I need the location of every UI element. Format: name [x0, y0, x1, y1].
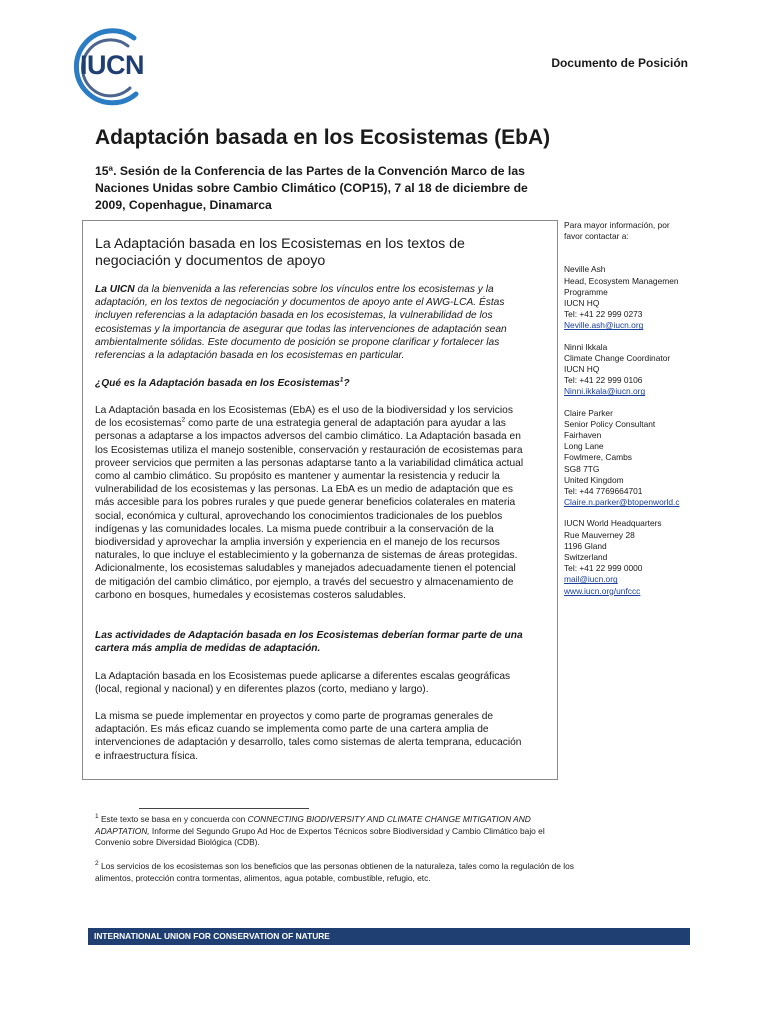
website-link[interactable]: www.iucn.org/unfccc	[564, 585, 641, 596]
footnote-ref-1[interactable]: 1	[339, 376, 344, 384]
implementation-paragraph: La misma se puede implementar en proyectos y como parte de programas generales de adaptación. Es más eficaz cuando se implementa como parte de una cartera amplia de intervenciones de adaptación y desarrollo, tales como sistemas de alerta temprana, educación e infraestructura física.	[95, 711, 522, 762]
definition-text-a: La Adaptación basada en los Ecosistemas (EbA) es el uso de la biodiversidad y los servicios de los ecosistemas	[95, 405, 513, 430]
contact-neville-ash: Neville Ash Head, Ecosystem Managemen Programme IUCN HQ Tel: +41 22 999 0273 Neville.ash@iucn.org	[564, 264, 768, 331]
email-link-neville[interactable]: Neville.ash@iucn.org	[564, 320, 644, 331]
page-title: Adaptación basada en los Ecosistemas (EbA)	[95, 126, 551, 149]
email-link-ninni[interactable]: Ninni.ikkala@iucn.org	[564, 386, 646, 397]
footnote-2: $^2$ Los servicios de los ecosistemas son los beneficios que las personas obtienen de la naturaleza, tales como la regulación de los alimentos, protección contra tormentas, alimentos, agua potable, combustible, refugio, etc.	[95, 860, 574, 883]
footnote-divider	[139, 808, 309, 809]
question-text: ¿Qué es la Adaptación basada en los Ecosistemas	[95, 378, 340, 389]
page-subtitle: 15ª. Sesión de la Conferencia de las Partes de la Convención Marco de las Naciones Unidas sobre Cambio Climático (COP15), 7 al 18 de diciembre de 2009, Copenhague, Dinamarca	[95, 164, 528, 212]
section-question-heading	[95, 377, 527, 390]
email-link-hq[interactable]: mail@iucn.org	[564, 574, 618, 585]
intro-bold-lead: La UICN	[95, 284, 135, 295]
iucn-logo-text: IUCN	[80, 50, 144, 80]
scales-paragraph: La Adaptación basada en los Ecosistemas puede aplicarse a diferentes escalas geográficas (local, regional y nacional) y en diferentes plazos (corto, mediano y largo).	[95, 671, 511, 696]
key-statement: Las actividades de Adaptación basada en los Ecosistemas deberían formar parte de una cartera más amplia de medidas de adaptación.	[95, 630, 523, 655]
definition-text-b: como parte de una estrategia general de adaptación para ayudar a las personas a adaptarse a los impactos adversos del cambio climático. La Adaptación basada en los Ecosistemas utiliza el manejo sostenible, conservación y restauración de ecosistemas para proveer servicios que permiten a las personas adaptarse tanto a la variabilidad climática actual como al cambio climático. Su propósito es mantener y aumentar la resistencia y reducir la vulnerabilidad de los ecosistemas y las personas. La EbA es un medio de adaptación que es más accesible para los pobres rurales y que puede generar beneficios colaterales en materia social, económica y cultural, aprovechando los conocimientos tradicionales de los pueblos indígenas y las comunidades locales. La misma puede contribuir a la conservación de la biodiversidad y aprovechar la amplia inversión y experiencia en el manejo de los recursos naturales, lo que incluye el establecimiento y la gobernanza de sistemas de áreas protegidas. Adicionalmente, los ecosistemas saludables y manejados adecuadamente tienen el potencial de mitigación del cambio climático, por ejemplo, a través del secuestro y almacenamiento de carbono en bosques, humedales y ecosistemas costeros saludables.	[95, 418, 524, 601]
intro-paragraph	[95, 283, 527, 362]
document-type-label: Documento de Posición	[551, 56, 688, 70]
footer-bar: INTERNATIONAL UNION FOR CONSERVATION OF NATURE	[88, 928, 690, 945]
question-mark: ?	[343, 378, 350, 389]
contact-claire-parker: Claire Parker Senior Policy Consultant Fairhaven Long Lane Fowlmere, Cambs SG8 7TG United Kingdom Tel: +44 7769664701 Claire.n.parker@btopenworld.c	[564, 408, 768, 509]
email-link-claire[interactable]: Claire.n.parker@btopenworld.c	[564, 497, 680, 508]
definition-paragraph	[95, 404, 527, 602]
footnote-ref-2[interactable]: 2	[181, 416, 186, 424]
contact-sidebar	[564, 220, 768, 607]
intro-text: da la bienvenida a las referencias sobre los vínculos entre los ecosistemas y la adaptación, en los textos de negociación y documentos de apoyo ante el AWG-LCA. Éstas incluyen referencias a la adaptación basada en los ecosistemas, la vulnerabilidad de los ecosistemas y la importancia de asegurar que todas las intervenciones de adaptación sean ambientalmente sólidas. Este documento de posición se propone clarificar y fortalecer las referencias a la adaptación basada en los ecosistemas en particular.	[95, 284, 507, 362]
box-heading: La Adaptación basada en los Ecosistemas en los textos de negociación y documentos de apoyo	[95, 236, 465, 269]
contact-iucn-hq: IUCN World Headquarters Rue Mauverney 28 1196 Gland Switzerland Tel: +41 22 999 0000 mail@iucn.org www.iucn.org/unfccc	[564, 518, 768, 596]
contact-ninni-ikkala: Ninni Ikkala Climate Change Coordinator IUCN HQ Tel: +41 22 999 0106 Ninni.ikkala@iucn.org	[564, 342, 768, 398]
footnote-1: $^1$ Este texto se basa en y concuerda con CONNECTING BIODIVERSITY AND CLIMATE CHANGE MITIGATION AND ADAPTATION, Informe del Segundo Grupo Ad Hoc de Expertos Técnicos sobre Biodiversidad y Cambio Climático bajo el Convenio sobre Diversidad Biológica (CDB).	[95, 813, 545, 848]
contact-intro: Para mayor información, por favor contactar a:	[564, 220, 670, 242]
